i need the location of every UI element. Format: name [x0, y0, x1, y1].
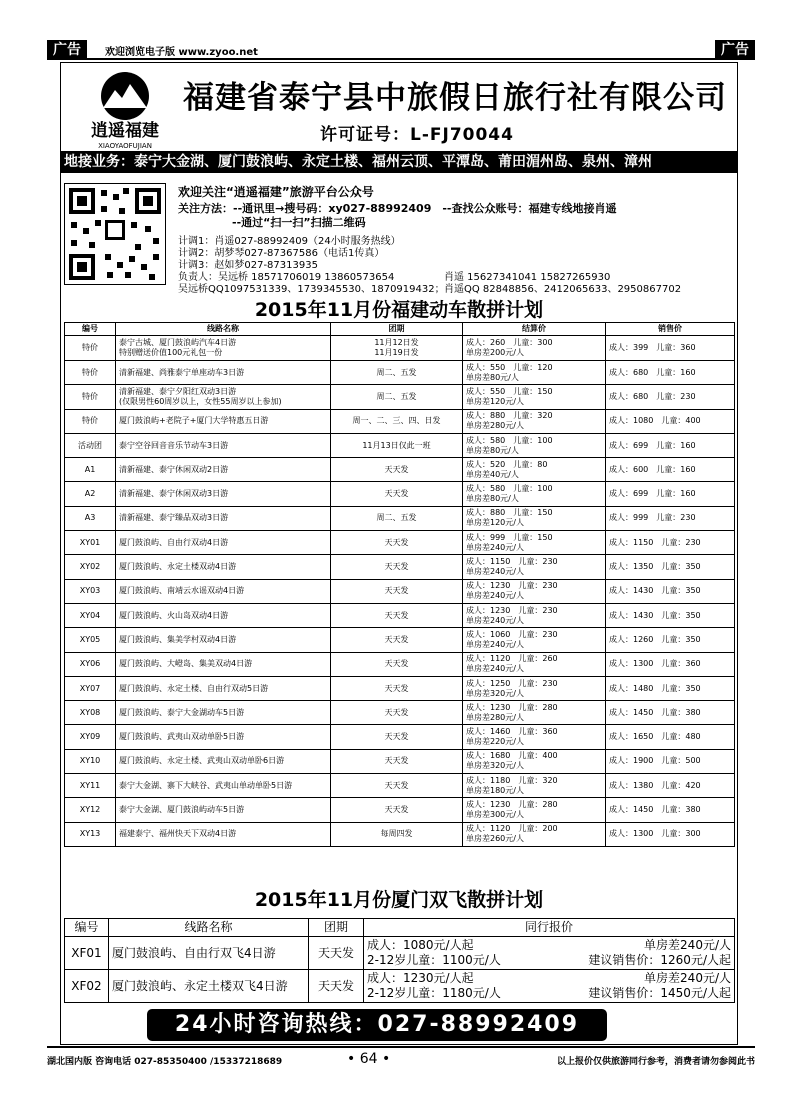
sale-price: 成人：699 儿童：160 — [606, 433, 735, 457]
route-name: 泰宁空谷回音音乐节动车3日游 — [116, 433, 331, 457]
qr-code[interactable] — [64, 183, 166, 285]
table1-header-sale: 销售价 — [606, 323, 735, 336]
manager-phone: 负责人：吴远桥 18571706019 13860573654 — [178, 272, 395, 283]
qr-code-icon — [65, 184, 165, 284]
table-row — [65, 774, 735, 798]
route-date: 天天发 — [331, 531, 463, 555]
table-row — [65, 937, 735, 970]
route-date: 天天发 — [331, 555, 463, 579]
settle-price: 成人：580 儿童：100 单房差80元/人 — [463, 433, 606, 457]
table-row — [65, 385, 735, 409]
route-name: 泰宁大金湖、厦门鼓浪屿动车5日游 — [116, 798, 331, 822]
route-code: A1 — [65, 458, 116, 482]
route-code: XY03 — [65, 579, 116, 603]
table-row — [65, 701, 735, 725]
table2-title: 2015年11月份厦门双飞散拼计划 — [254, 889, 544, 911]
sale-price: 成人：1350 儿童：350 — [606, 555, 735, 579]
route-name: 厦门鼓浪屿、南靖云水谣双动4日游 — [116, 579, 331, 603]
table-row — [65, 676, 735, 700]
route-date: 天天发 — [331, 603, 463, 627]
table1-header-route: 线路名称 — [116, 323, 331, 336]
route-code: XY12 — [65, 798, 116, 822]
route-date: 11月12日发 11月19日发 — [331, 336, 463, 361]
price-adult: 成人：1230元/人起 — [367, 971, 474, 985]
business-scope: 地接业务：泰宁大金湖、厦门鼓浪屿、永定土楼、福州云顶、平潭岛、莆田湄州岛、泉州、漳州 — [60, 151, 738, 173]
xiao-qq: 肖遥QQ 82848856、2412065633、2950867702 — [444, 284, 682, 295]
route-code: XY10 — [65, 749, 116, 773]
route-code: XY06 — [65, 652, 116, 676]
table2-header-route: 线路名称 — [109, 919, 309, 937]
sale-price: 成人：1300 儿童：300 — [606, 822, 735, 846]
route-name: 清新福建、尚雅泰宁单座动车3日游 — [116, 361, 331, 385]
route-date: 天天发 — [331, 774, 463, 798]
brand-logo — [70, 68, 180, 150]
mountain-logo-icon — [70, 68, 180, 150]
table-row — [65, 603, 735, 627]
sale-price: 成人：1300 儿童：360 — [606, 652, 735, 676]
table2-header-date: 团期 — [309, 919, 364, 937]
table2-header-code: 编号 — [65, 919, 109, 937]
settle-price: 成人：1120 儿童：200 单房差260元/人 — [463, 822, 606, 846]
sale-price: 成人：1650 儿童：480 — [606, 725, 735, 749]
sale-price: 成人：999 儿童：230 — [606, 506, 735, 530]
license-number: 许可证号：L-FJ70044 — [320, 125, 514, 145]
route-name: 福建泰宁、福州快天下双动4日游 — [116, 822, 331, 846]
ad-tag-right: 广告 — [715, 40, 755, 60]
table-row — [65, 458, 735, 482]
route-code: XY01 — [65, 531, 116, 555]
flight-date: 天天发 — [309, 937, 364, 970]
table-row — [65, 628, 735, 652]
route-date: 天天发 — [331, 749, 463, 773]
flight-code: XF01 — [65, 937, 109, 970]
manager-qq: 吴远桥QQ1097531339、1739345530、1870919432； — [178, 284, 445, 295]
route-date: 周二、五发 — [331, 385, 463, 409]
settle-price: 成人：1230 儿童：280 单房差280元/人 — [463, 701, 606, 725]
route-name: 厦门鼓浪屿、永定土楼、武夷山双动单卧6日游 — [116, 749, 331, 773]
contact-line-1: 计调1：肖遥027-88992409（24小时服务热线） — [178, 236, 401, 247]
route-date: 天天发 — [331, 676, 463, 700]
route-date: 每周四发 — [331, 822, 463, 846]
settle-price: 成人：1150 儿童：230 单房差240元/人 — [463, 555, 606, 579]
route-code: XY11 — [65, 774, 116, 798]
settle-price: 成人：1180 儿童：320 单房差180元/人 — [463, 774, 606, 798]
sale-price: 成人：1430 儿童：350 — [606, 579, 735, 603]
route-code: 活动团 — [65, 433, 116, 457]
sale-price: 成人：1080 儿童：400 — [606, 409, 735, 433]
table-row — [65, 531, 735, 555]
route-code: 特价 — [65, 409, 116, 433]
table-row — [65, 482, 735, 506]
table-row — [65, 409, 735, 433]
price-suggested: 建议销售价：1260元/人起 — [588, 953, 731, 967]
settle-price: 成人：1230 儿童：230 单房差240元/人 — [463, 603, 606, 627]
follow-heading: 欢迎关注“逍遥福建”旅游平台公众号 — [178, 185, 374, 199]
route-name: 清新福建、泰宁臻品双动3日游 — [116, 506, 331, 530]
route-name: 厦门鼓浪屿、大嶝岛、集美双动4日游 — [116, 652, 331, 676]
settle-price: 成人：550 儿童：150 单房差120元/人 — [463, 385, 606, 409]
train-schedule-table — [64, 322, 735, 847]
table-row — [65, 798, 735, 822]
footer-edition: 湖北国内版 咨询电话 027-85350400 /15337218689 — [47, 1057, 283, 1067]
route-code: 特价 — [65, 361, 116, 385]
route-name: 厦门鼓浪屿+老院子+厦门大学特惠五日游 — [116, 409, 331, 433]
table-row — [65, 336, 735, 361]
sale-price: 成人：399 儿童：360 — [606, 336, 735, 361]
sale-price: 成人：1150 儿童：230 — [606, 531, 735, 555]
sale-price: 成人：1450 儿童：380 — [606, 798, 735, 822]
settle-price: 成人：1460 儿童：360 单房差220元/人 — [463, 725, 606, 749]
contact-line-3: 计调3：赵如梦027-87313935 — [178, 260, 318, 271]
sale-price: 成人：1260 儿童：350 — [606, 628, 735, 652]
route-name: 厦门鼓浪屿、永定土楼、自由行双动5日游 — [116, 676, 331, 700]
settle-price: 成人：580 儿童：100 单房差80元/人 — [463, 482, 606, 506]
route-name: 泰宁大金湖、寨下大峡谷、武夷山单动单卧5日游 — [116, 774, 331, 798]
route-name: 清新福建、泰宁夕阳红双动3日游 (仅限男性60周岁以上，女性55周岁以上参加) — [116, 385, 331, 409]
price-suggested: 建议销售价：1450元/人起 — [588, 986, 731, 1000]
settle-price: 成人：520 儿童：80 单房差40元/人 — [463, 458, 606, 482]
company-name: 福建省泰宁县中旅假日旅行社有限公司 — [183, 80, 727, 116]
top-bar — [47, 40, 755, 60]
sale-price: 成人：699 儿童：160 — [606, 482, 735, 506]
flight-price — [364, 937, 735, 970]
route-code: XY02 — [65, 555, 116, 579]
route-date: 周一、二、三、四、日发 — [331, 409, 463, 433]
table-row — [65, 555, 735, 579]
route-name: 厦门鼓浪屿、自由行双动4日游 — [116, 531, 331, 555]
route-code: XY08 — [65, 701, 116, 725]
table1-header-settle: 结算价 — [463, 323, 606, 336]
settle-price: 成人：1060 儿童：230 单房差240元/人 — [463, 628, 606, 652]
sale-price: 成人：600 儿童：160 — [606, 458, 735, 482]
route-code: XY13 — [65, 822, 116, 846]
route-date: 天天发 — [331, 628, 463, 652]
route-code: 特价 — [65, 336, 116, 361]
flight-date: 天天发 — [309, 970, 364, 1003]
settle-price: 成人：999 儿童：150 单房差240元/人 — [463, 531, 606, 555]
settle-price: 成人：1680 儿童：400 单房差320元/人 — [463, 749, 606, 773]
route-code: 特价 — [65, 385, 116, 409]
bottom-bar — [47, 1046, 755, 1070]
follow-scan: --通过“扫一扫”扫描二维码 — [232, 216, 366, 229]
price-child: 2-12岁儿童：1180元/人 — [367, 986, 501, 1000]
route-date: 周二、五发 — [331, 361, 463, 385]
route-name: 厦门鼓浪屿、集美学村双动4日游 — [116, 628, 331, 652]
price-child: 2-12岁儿童：1100元/人 — [367, 953, 501, 967]
route-name: 厦门鼓浪屿、火山岛双动4日游 — [116, 603, 331, 627]
route-date: 天天发 — [331, 482, 463, 506]
table-row — [65, 433, 735, 457]
hotline-banner: 24小时咨询热线：027-88992409 — [147, 1009, 607, 1041]
settle-price: 成人：550 儿童：120 单房差80元/人 — [463, 361, 606, 385]
sale-price: 成人：1450 儿童：380 — [606, 701, 735, 725]
settle-price: 成人：1230 儿童：280 单房差300元/人 — [463, 798, 606, 822]
page-number: • 64 • — [347, 1051, 391, 1067]
settle-price: 成人：1250 儿童：230 单房差320元/人 — [463, 676, 606, 700]
contact-line-2: 计调2：胡梦琴027-87367586（电话1传真） — [178, 248, 385, 259]
route-date: 天天发 — [331, 725, 463, 749]
route-date: 天天发 — [331, 701, 463, 725]
site-url: 欢迎浏览电子版 www.zyoo.net — [105, 47, 258, 58]
route-date: 周二、五发 — [331, 506, 463, 530]
route-code: XY04 — [65, 603, 116, 627]
table1-header-code: 编号 — [65, 323, 116, 336]
price-adult: 成人：1080元/人起 — [367, 938, 474, 952]
price-single-room: 单房差240元/人 — [644, 938, 731, 952]
route-date: 天天发 — [331, 798, 463, 822]
table-row — [65, 579, 735, 603]
sale-price: 成人：1380 儿童：420 — [606, 774, 735, 798]
route-name: 泰宁古城、厦门鼓浪屿汽车4日游 特别赠送价值100元礼包一份 — [116, 336, 331, 361]
table1-header-date: 团期 — [331, 323, 463, 336]
price-single-room: 单房差240元/人 — [644, 971, 731, 985]
route-name: 厦门鼓浪屿、泰宁大金湖动车5日游 — [116, 701, 331, 725]
flight-route: 厦门鼓浪屿、自由行双飞4日游 — [109, 937, 309, 970]
settle-price: 成人：1230 儿童：230 单房差240元/人 — [463, 579, 606, 603]
settle-price: 成人：880 儿童：150 单房差120元/人 — [463, 506, 606, 530]
table2-header-row — [65, 919, 735, 937]
route-date: 天天发 — [331, 579, 463, 603]
table1-header-row — [65, 323, 735, 336]
route-name: 厦门鼓浪屿、武夷山双动单卧5日游 — [116, 725, 331, 749]
footer-disclaimer: 以上报价仅供旅游同行参考，消费者请勿参阅此书 — [556, 1057, 755, 1067]
route-date: 11月13日仅此一班 — [331, 433, 463, 457]
route-name: 厦门鼓浪屿、永定土楼双动4日游 — [116, 555, 331, 579]
flight-price — [364, 970, 735, 1003]
sale-price: 成人：1900 儿童：500 — [606, 749, 735, 773]
route-code: XY07 — [65, 676, 116, 700]
table-row — [65, 822, 735, 846]
settle-price: 成人：880 儿童：320 单房差280元/人 — [463, 409, 606, 433]
route-code: A3 — [65, 506, 116, 530]
route-date: 天天发 — [331, 458, 463, 482]
flight-schedule-table — [64, 918, 735, 1003]
sale-price: 成人：1480 儿童：350 — [606, 676, 735, 700]
logo-text: 逍遥福建 — [91, 121, 159, 141]
flight-route: 厦门鼓浪屿、永定土楼双飞4日游 — [109, 970, 309, 1003]
table-row — [65, 361, 735, 385]
table-row — [65, 749, 735, 773]
flight-code: XF02 — [65, 970, 109, 1003]
route-code: A2 — [65, 482, 116, 506]
route-name: 清新福建、泰宁休闲双动3日游 — [116, 482, 331, 506]
table-row — [65, 506, 735, 530]
sale-price: 成人：1430 儿童：350 — [606, 603, 735, 627]
route-name: 清新福建、泰宁休闲双动2日游 — [116, 458, 331, 482]
table-row — [65, 725, 735, 749]
xiao-phone: 肖遥 15627341041 15827265930 — [444, 272, 611, 283]
table1-title: 2015年11月份福建动车散拼计划 — [254, 299, 544, 321]
table-row — [65, 970, 735, 1003]
settle-price: 成人：260 儿童：300 单房差200元/人 — [463, 336, 606, 361]
table-row — [65, 652, 735, 676]
sale-price: 成人：680 儿童：160 — [606, 361, 735, 385]
logo-subtext: XIAOYAOFUJIAN — [98, 142, 152, 150]
follow-method: 关注方法：--通讯里→搜号码：xy027-88992409 --查找公众账号：福建专线地接肖遥 — [178, 202, 617, 215]
route-code: XY05 — [65, 628, 116, 652]
route-date: 天天发 — [331, 652, 463, 676]
settle-price: 成人：1120 儿童：260 单房差240元/人 — [463, 652, 606, 676]
sale-price: 成人：680 儿童：230 — [606, 385, 735, 409]
route-code: XY09 — [65, 725, 116, 749]
table2-header-price: 同行报价 — [364, 919, 735, 937]
ad-tag-left: 广告 — [47, 40, 87, 60]
